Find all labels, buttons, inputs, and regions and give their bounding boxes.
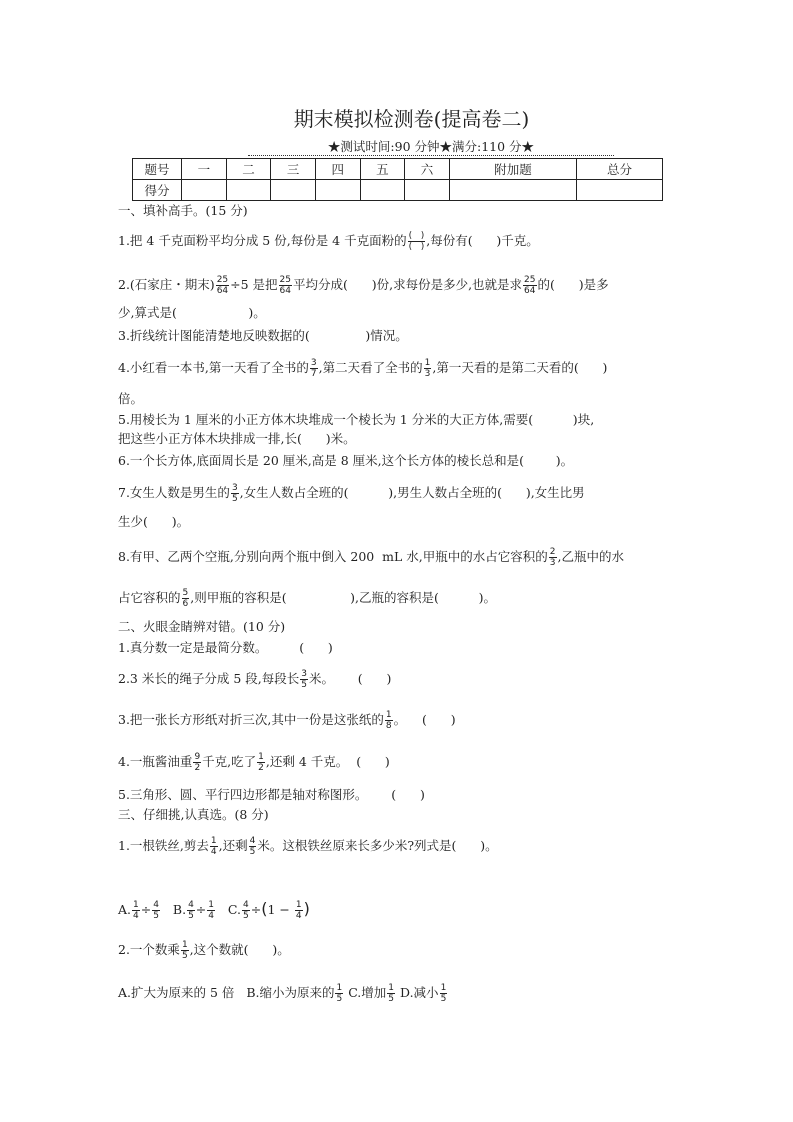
text-segment: D.减小 (396, 985, 439, 1000)
question-1-1 (118, 231, 539, 252)
header-cell: 一 (182, 159, 227, 180)
fraction (249, 836, 257, 857)
fraction (187, 900, 195, 921)
denominator: 4 (133, 911, 139, 921)
text-segment: 5.用棱长为 1 厘米的小正方体木块堆成一个棱长为 1 分米的大正方体,需要( )块, (118, 412, 595, 427)
score-cell (360, 180, 405, 201)
numerator: 3 (231, 483, 238, 493)
parenthesis: ) (303, 899, 310, 918)
text-segment: 4.一瓶酱油重 (118, 754, 193, 769)
denominator: 7 (310, 369, 317, 379)
text-segment: 7.女生人数是男生的 (118, 485, 230, 500)
text-segment: 倍。 (118, 391, 144, 406)
text-segment: ÷ (195, 902, 207, 917)
numerator: 25 (279, 275, 291, 285)
header-cell: 四 (315, 159, 360, 180)
fraction (210, 836, 218, 857)
question-3-2 (118, 940, 290, 961)
text-segment: ÷ (140, 902, 152, 917)
text-segment: 千克,吃了 (202, 754, 257, 769)
score-cell (577, 180, 663, 201)
fraction (257, 752, 265, 773)
fraction (207, 900, 215, 921)
question-1-5-cont (118, 430, 356, 448)
numerator: 3 (301, 669, 307, 679)
question-2-5 (118, 786, 425, 804)
text-segment: C.增加 (344, 985, 387, 1000)
score-cell (405, 180, 450, 201)
numerator: 1 (385, 710, 392, 720)
denominator: 2 (258, 763, 264, 773)
section-heading-choice (118, 806, 269, 824)
text-segment: 的( )是多 (537, 277, 609, 292)
text-segment: ÷ (250, 902, 262, 917)
score-cell (449, 180, 576, 201)
numerator: 1 (133, 900, 139, 910)
numerator: ( ) (408, 231, 425, 241)
fraction (279, 275, 292, 296)
numerator: 1 (424, 358, 431, 368)
fraction (440, 983, 448, 1004)
text-segment: ,第一天看的是第二天看的( ) (432, 360, 608, 375)
denominator: 4 (295, 911, 302, 921)
numerator: 4 (249, 836, 256, 846)
question-3-2-options (118, 983, 448, 1004)
denominator: 6 (182, 599, 189, 609)
question-1-7 (118, 483, 585, 504)
denominator: 8 (385, 721, 392, 731)
question-1-8-cont (118, 588, 496, 609)
text-segment: 米。这根铁丝原来长多少米?列式是( )。 (257, 838, 498, 853)
text-segment: 二、火眼金睛辨对错。(10 分) (118, 619, 286, 634)
denominator: 5 (388, 994, 395, 1004)
denominator: 5 (249, 847, 256, 857)
denominator: ( ) (408, 242, 425, 252)
score-cell (271, 180, 316, 201)
question-1-7-cont (118, 513, 189, 531)
text-segment: 占它容积的 (118, 590, 181, 605)
question-1-5 (118, 411, 594, 429)
denominator: 2 (194, 763, 201, 773)
section-heading-fill-in (118, 202, 248, 220)
numerator: 1 (336, 983, 343, 993)
denominator: 5 (243, 911, 249, 921)
fraction (193, 752, 201, 773)
numerator: 2 (549, 547, 556, 557)
fraction (310, 358, 318, 379)
question-3-1-options (118, 900, 310, 921)
text-segment: 生少( )。 (118, 514, 190, 529)
denominator: 64 (216, 286, 229, 296)
denominator: 5 (336, 994, 343, 1004)
denominator: 5 (440, 994, 447, 1004)
question-1-2-cont (118, 304, 266, 322)
section-heading-true-false (118, 618, 285, 636)
fraction (295, 900, 303, 921)
text-segment: ,这个数就( )。 (189, 942, 290, 957)
numerator: 4 (188, 900, 194, 910)
text-segment: 一、填补高手。(15 分) (118, 203, 248, 218)
header-cell: 三 (271, 159, 316, 180)
fraction (300, 669, 308, 690)
fraction (152, 900, 160, 921)
text-segment: 5.三角形、圆、平行四边形都是轴对称图形。 ( ) (118, 787, 425, 802)
text-segment: C. (216, 902, 242, 917)
text-segment: 3.折线统计图能清楚地反映数据的( )情况。 (118, 328, 408, 343)
score-cell (226, 180, 271, 201)
row-label: 得分 (133, 180, 182, 201)
denominator: 3 (549, 558, 556, 568)
denominator: 3 (424, 369, 431, 379)
text-segment: 。 ( ) (393, 712, 456, 727)
numerator: 1 (181, 940, 188, 950)
question-2-2 (118, 669, 391, 690)
fraction (182, 588, 190, 609)
header-cell: 总分 (577, 159, 663, 180)
question-1-4-cont (118, 390, 143, 408)
text-segment: 4.小红看一本书,第一天看了全书的 (118, 360, 309, 375)
text-segment: 平均分成( )份,求每份是多少,也就是求 (293, 277, 523, 292)
header-cell: 题号 (133, 159, 182, 180)
score-table-score-row (133, 180, 663, 201)
denominator: 5 (181, 951, 188, 961)
header-cell: 二 (226, 159, 271, 180)
denominator: 64 (279, 286, 291, 296)
denominator: 64 (524, 286, 536, 296)
header-cell: 附加题 (449, 159, 576, 180)
text-segment: 1.真分数一定是最简分数。 ( ) (118, 640, 333, 655)
numerator: 1 (258, 752, 264, 762)
score-cell (315, 180, 360, 201)
fraction (523, 275, 536, 296)
fraction (132, 900, 140, 921)
numerator: 1 (388, 983, 395, 993)
text-segment: ,每份有( )千克。 (426, 233, 539, 248)
numerator: 4 (243, 900, 249, 910)
text-segment: ÷5 是把 (230, 277, 278, 292)
numerator: 1 (210, 836, 217, 846)
denominator: 5 (153, 911, 159, 921)
parenthesis: ( (261, 899, 268, 918)
text-segment: 3.把一张长方形纸对折三次,其中一份是这张纸的 (118, 712, 384, 727)
score-table (132, 158, 663, 201)
text-segment: ,女生人数占全班的( ),男生人数占全班的( ),女生比男 (239, 485, 585, 500)
numerator: 1 (295, 900, 302, 910)
text-segment: 8.有甲、乙两个空瓶,分别向两个瓶中倒入 200 mL 水,甲瓶中的水占它容积的 (118, 549, 548, 564)
question-1-4 (118, 358, 607, 379)
text-segment: ,还剩 (218, 838, 248, 853)
text-segment: 三、仔细挑,认真选。(8 分) (118, 807, 269, 822)
question-1-3 (118, 327, 408, 345)
question-1-6 (118, 452, 573, 470)
score-table-header-row (133, 159, 663, 180)
exam-info: ★测试时间:90 分钟★满分:110 分★ (248, 139, 614, 156)
numerator: 5 (182, 588, 189, 598)
numerator: 1 (208, 900, 215, 910)
denominator: 5 (231, 494, 238, 504)
text-segment: ,还剩 4 千克。 ( ) (265, 754, 390, 769)
question-2-4 (118, 752, 390, 773)
question-2-1 (118, 639, 333, 657)
fraction (408, 231, 426, 252)
score-cell (182, 180, 227, 201)
fraction (549, 547, 557, 568)
denominator: 5 (301, 680, 307, 690)
question-2-3 (118, 710, 456, 731)
text-segment: ,乙瓶中的水 (557, 549, 624, 564)
fraction (424, 358, 432, 379)
question-1-8 (118, 547, 624, 568)
numerator: 4 (153, 900, 159, 910)
text-segment: 2.(石家庄・期末) (118, 277, 215, 292)
fraction (242, 900, 250, 921)
fraction (385, 710, 393, 731)
text-segment: 6.一个长方体,底面周长是 20 厘米,高是 8 厘米,这个长方体的棱长总和是( )。 (118, 453, 574, 468)
header-cell: 六 (405, 159, 450, 180)
text-segment: ,第二天看了全书的 (318, 360, 423, 375)
text-segment: 1.把 4 千克面粉平均分成 5 份,每份是 4 千克面粉的 (118, 233, 407, 248)
numerator: 3 (310, 358, 317, 368)
text-segment: 少,算式是( )。 (118, 305, 266, 320)
fraction (231, 483, 239, 504)
header-cell: 五 (360, 159, 405, 180)
text-segment: 1 − (267, 902, 294, 917)
numerator: 1 (440, 983, 447, 993)
text-segment: 米。 ( ) (308, 671, 392, 686)
numerator: 9 (194, 752, 201, 762)
page-title: 期末模拟检测卷(提高卷二) (293, 107, 530, 131)
fraction (216, 275, 229, 296)
numerator: 25 (216, 275, 229, 285)
question-3-1 (118, 836, 498, 857)
text-segment: 1.一根铁丝,剪去 (118, 838, 209, 853)
text-segment: 把这些小正方体木块排成一排,长( )米。 (118, 431, 356, 446)
text-segment: B. (160, 902, 187, 917)
text-segment: A.扩大为原来的 5 倍 B.缩小为原来的 (118, 985, 335, 1000)
text-segment: A. (118, 902, 132, 917)
question-1-2 (118, 275, 609, 296)
text-segment: ,则甲瓶的容积是( ),乙瓶的容积是( )。 (190, 590, 497, 605)
fraction (335, 983, 343, 1004)
denominator: 4 (208, 911, 215, 921)
text-segment: 2.一个数乘 (118, 942, 180, 957)
numerator: 25 (524, 275, 536, 285)
fraction (387, 983, 395, 1004)
fraction (181, 940, 189, 961)
denominator: 5 (188, 911, 194, 921)
text-segment: 2.3 米长的绳子分成 5 段,每段长 (118, 671, 300, 686)
denominator: 4 (210, 847, 217, 857)
